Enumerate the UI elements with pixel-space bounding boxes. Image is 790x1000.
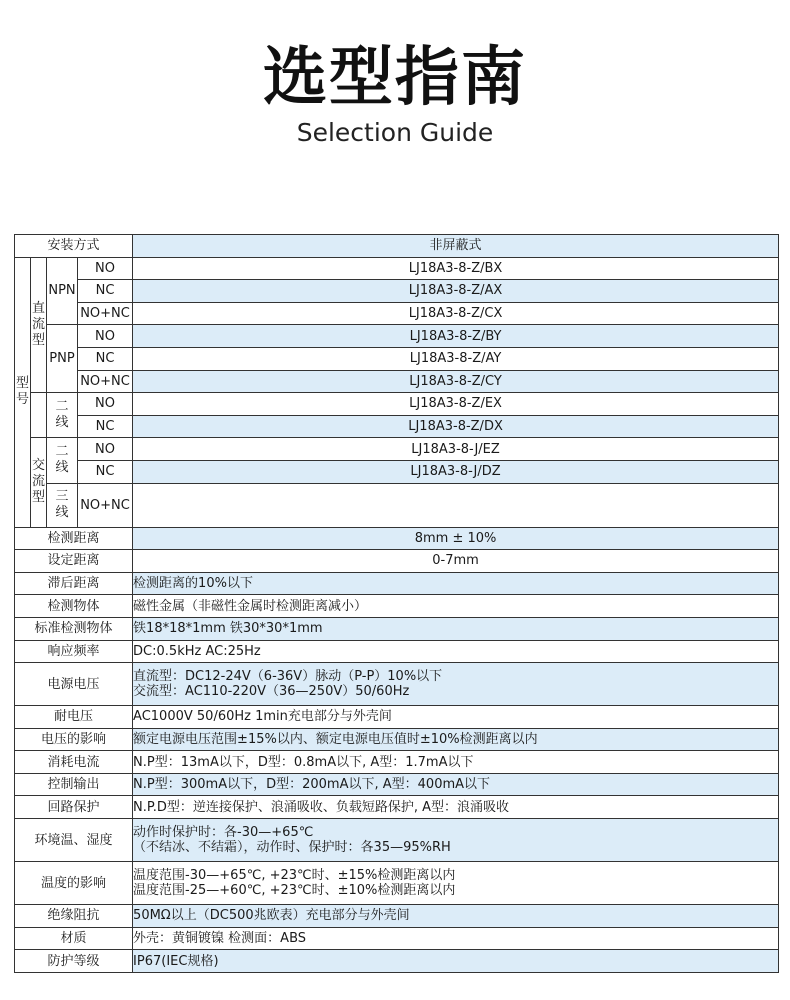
spec-row [15,927,779,950]
model-cell: LJ18A3-8-Z/BX [133,257,779,280]
spec-value [133,527,779,550]
npn-label: NPN [47,257,78,325]
spec-label: 控制输出 [15,773,133,796]
spec-row [15,663,779,706]
spec-row [15,819,779,862]
pnp-label: PNP [47,325,78,393]
model-cell: LJ18A3-8-Z/AY [133,347,779,370]
spec-label: 检测物体 [15,595,133,618]
spec-value [133,773,779,796]
output-cell: NO+NC [78,302,133,325]
blank-cell [31,393,47,438]
spec-label: 消耗电流 [15,751,133,774]
spec-value-line: N.P.D型：逆连接保护、浪涌吸收、负载短路保护, A型：浪涌吸收 [133,799,510,815]
model-cell: LJ18A3-8-Z/AX [133,280,779,303]
model-cell: LJ18A3-8-Z/EX [133,393,779,416]
table-row [15,235,779,258]
spec-row [15,862,779,905]
spec-value-line: 0-7mm [432,553,479,569]
spec-value-line: 动作时保护时：各-30—+65℃ [133,825,314,841]
output-cell: NC [78,280,133,303]
output-cell: NC [78,415,133,438]
spec-table [14,234,779,973]
model-cell: LJ18A3-8-J/DZ [133,460,779,483]
spec-value [133,640,779,663]
spec-value [133,927,779,950]
spec-label: 材质 [15,927,133,950]
spec-row [15,728,779,751]
spec-label: 滞后距离 [15,572,133,595]
install-label: 安装方式 [15,235,133,258]
spec-label: 设定距离 [15,550,133,573]
output-cell: NO+NC [78,370,133,393]
spec-label: 标准检测物体 [15,617,133,640]
spec-label: 绝缘阻抗 [15,905,133,928]
output-cell: NO [78,257,133,280]
table-row [15,483,779,527]
spec-row [15,751,779,774]
spec-value-line: 直流型：DC12-24V（6-36V）脉动（P-P）10%以下 [133,669,443,685]
ac-type-label: 交流型 [31,438,47,527]
spec-value [133,706,779,729]
spec-value [133,905,779,928]
spec-value-line: IP67(IEC规格) [133,953,219,969]
spec-value [133,617,779,640]
spec-row [15,617,779,640]
table-row [15,415,779,438]
spec-value-line: 温度范围-30—+65℃, +23℃时、±15%检测距离以内 [133,868,456,884]
install-value: 非屏蔽式 [133,235,779,258]
spec-label: 耐电压 [15,706,133,729]
output-cell: NC [78,460,133,483]
spec-value [133,819,779,862]
spec-row [15,905,779,928]
spec-value [133,572,779,595]
spec-row [15,572,779,595]
spec-value-line: 铁18*18*1mm 铁30*30*1mm [133,621,323,637]
spec-row [15,950,779,973]
spec-value-line: 额定电源电压范围±15%以内、额定电源电压值时±10%检测距离以内 [133,731,538,747]
spec-row [15,640,779,663]
spec-value-line: AC1000V 50/60Hz 1min充电部分与外壳间 [133,709,392,725]
table-row [15,280,779,303]
output-cell: NO+NC [78,483,133,527]
spec-row [15,527,779,550]
spec-row [15,595,779,618]
table-row [15,393,779,416]
spec-row [15,706,779,729]
spec-value [133,950,779,973]
model-cell: LJ18A3-8-J/EZ [133,438,779,461]
spec-value-line: N.P型：300mA以下，D型：200mA以下, A型：400mA以下 [133,777,491,793]
output-cell: NO [78,393,133,416]
spec-row [15,773,779,796]
spec-value [133,751,779,774]
model-cell: LJ18A3-8-Z/CY [133,370,779,393]
spec-value [133,728,779,751]
spec-value [133,663,779,706]
spec-row [15,796,779,819]
three-wire-label: 三线 [47,483,78,527]
model-label: 型号 [15,257,31,527]
spec-value [133,595,779,618]
table-row [15,302,779,325]
table-row [15,370,779,393]
spec-value-line: 50MΩ以上（DC500兆欧表）充电部分与外壳间 [133,908,410,924]
dc-two-wire-label: 二线 [47,393,78,438]
output-cell: NO [78,325,133,348]
spec-label: 防护等级 [15,950,133,973]
table-row [15,257,779,280]
spec-value [133,862,779,905]
dc-type-label: 直流型 [31,257,47,393]
spec-value [133,796,779,819]
model-cell: LJ18A3-8-Z/DX [133,415,779,438]
page-title: 选型指南 [263,41,527,115]
spec-value-line: 8mm ± 10% [414,530,497,546]
spec-label: 回路保护 [15,796,133,819]
spec-value-line: 交流型：AC110-220V（36—250V）50/60Hz [133,684,410,700]
output-cell: NO [78,438,133,461]
table-row [15,347,779,370]
spec-value-line: （不结冰、不结霜），动作时、保护时：各35—95%RH [133,840,451,856]
spec-value-line: 检测距离的10%以下 [133,576,253,592]
ac-two-wire-label: 二线 [47,438,78,483]
spec-value [133,550,779,573]
spec-value-line: 磁性金属（非磁性金属时检测距离减小） [133,598,368,614]
spec-label: 电压的影响 [15,728,133,751]
spec-label: 电源电压 [15,663,133,706]
spec-value-line: 外壳：黄铜镀镍 检测面：ABS [133,930,307,946]
spec-value-line: 温度范围-25—+60℃, +23℃时、±10%检测距离以内 [133,883,456,899]
spec-label: 温度的影响 [15,862,133,905]
spec-value-line: DC:0.5kHz AC:25Hz [133,643,261,659]
output-cell: NC [78,347,133,370]
model-cell: LJ18A3-8-Z/BY [133,325,779,348]
spec-label: 响应频率 [15,640,133,663]
spec-value-line: N.P型：13mA以下，D型：0.8mA以下, A型：1.7mA以下 [133,754,474,770]
model-cell [133,483,779,527]
model-cell: LJ18A3-8-Z/CX [133,302,779,325]
page-subtitle: Selection Guide [296,118,494,147]
table-row [15,325,779,348]
spec-row [15,550,779,573]
table-row [15,438,779,461]
spec-label: 检测距离 [15,527,133,550]
table-row [15,460,779,483]
spec-label: 环境温、湿度 [15,819,133,862]
